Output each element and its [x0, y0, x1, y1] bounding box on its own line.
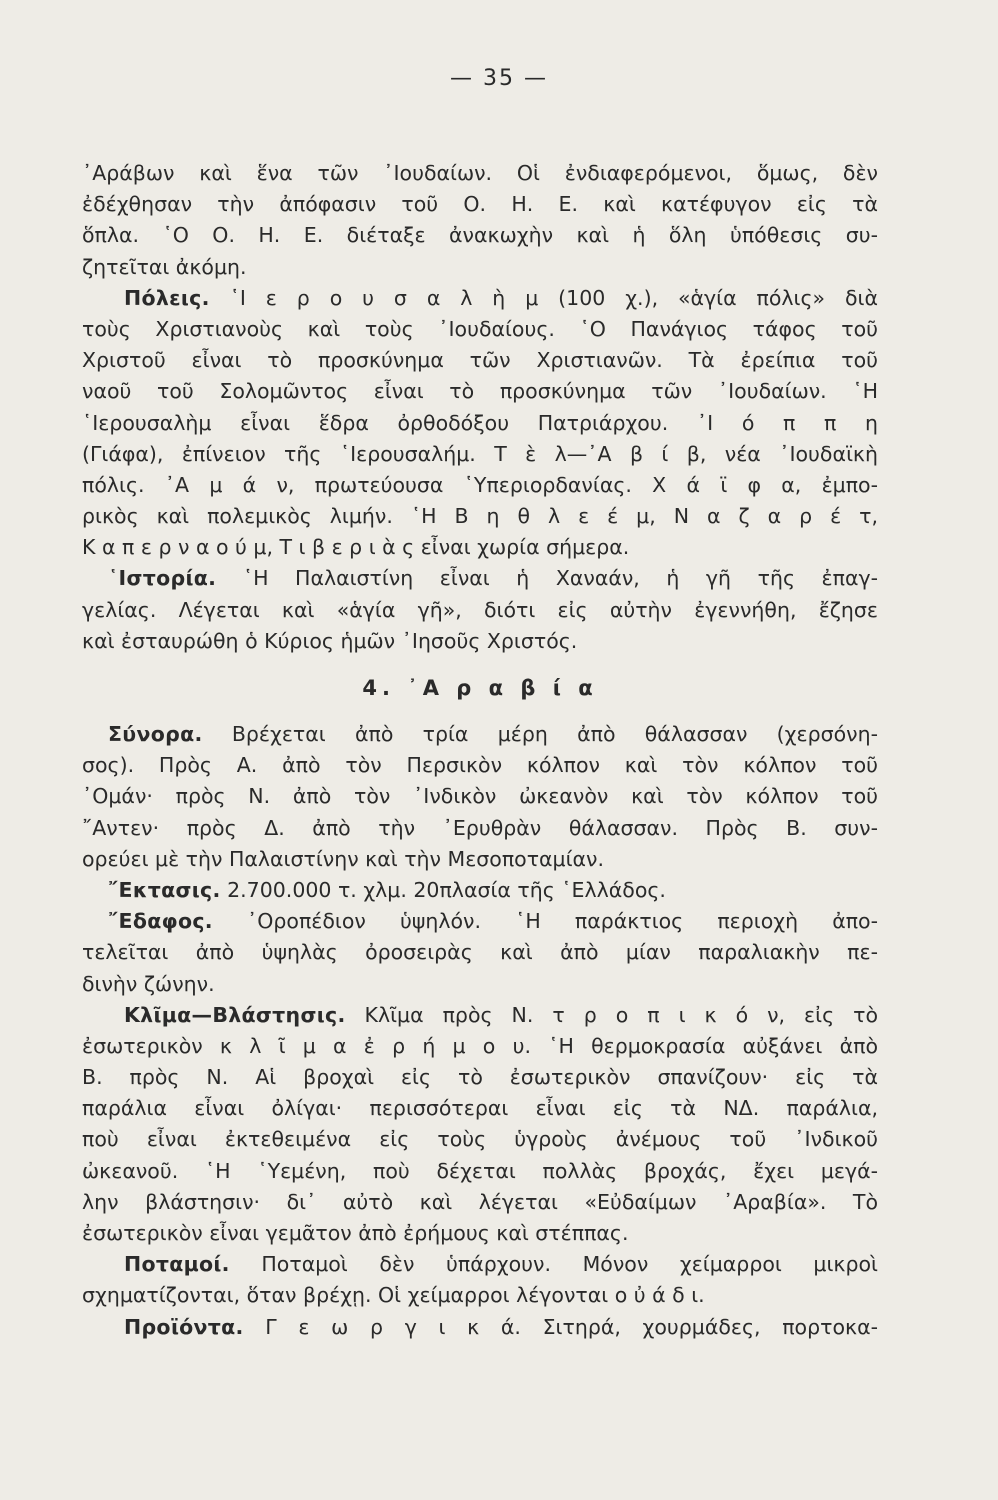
- section-title: 4. ᾿Α ρ α β ί α: [362, 676, 598, 700]
- text-line: ὠκεανοῦ. ῾Η ῾Υεμένη, ποὺ δέχεται πολλὰς βροχάς, ἔχει μεγά-: [82, 1158, 878, 1183]
- cities-heading: Πόλεις.: [124, 285, 210, 310]
- borders-first-line: [82, 719, 878, 750]
- area-line: [82, 875, 878, 906]
- text-line: ἐδέχθησαν τὴν ἀπόφασιν τοῦ Ο. Η. Ε. καὶ κατέφυγον εἰς τὰ: [82, 192, 878, 217]
- text-line: ζητεῖται ἀκόμη.: [82, 254, 247, 279]
- text-line: γελίας. Λέγεται καὶ «ἁγία γῆ», διότι εἰς αὐτὴν ἐγεννήθη, ἔζησε: [82, 597, 878, 622]
- text-line: λην βλάστησιν· δι᾿ αὐτὸ καὶ λέγεται «Εὐδαίμων ᾿Αραβία». Τὸ: [82, 1189, 878, 1214]
- text-line: ναοῦ τοῦ Σολομῶντος εἶναι τὸ προσκύνημα τῶν ᾿Ιουδαίων. ῾Η: [82, 379, 878, 404]
- text-line: ὅπλα. ῾Ο Ο. Η. Ε. διέταξε ἀνακωχὴν καὶ ἡ ὅλη ὑπόθεσις συ-: [82, 223, 878, 248]
- text-line: πόλις. ᾿Α μ ά ν, πρωτεύουσα ῾Υπεριορδανίας. Χ ά ϊ φ α, ἐμπο-: [82, 472, 878, 497]
- soil-heading: ῎Εδαφος.: [108, 909, 213, 934]
- text-line: ῎Αντεν· πρὸς Δ. ἀπὸ τὴν ᾿Ερυθρὰν θάλασσαν. Πρὸς Β. συν-: [82, 815, 878, 840]
- text-line: τελεῖται ἀπὸ ὑψηλὰς ὀροσειρὰς καὶ ἀπὸ μίαν παραλιακὴν πε-: [82, 940, 878, 965]
- text-line: Χριστοῦ εἶναι τὸ προσκύνημα τῶν Χριστιανῶν. Τὰ ἐρείπια τοῦ: [82, 348, 878, 373]
- page-number: — 35 —: [450, 66, 548, 91]
- text-line: Β. πρὸς Ν. Αἱ βροχαὶ εἰς τὸ ἐσωτερικὸν σπανίζουν· εἰς τὰ: [82, 1065, 878, 1090]
- text-line: ρικὸς καὶ πολεμικὸς λιμήν. ῾Η Β η θ λ ε έ μ, Ν α ζ α ρ έ τ,: [82, 504, 878, 529]
- text-span: Κλῖμα πρὸς Ν. τ ρ ο π ι κ ό ν, εἰς τὸ: [364, 1002, 878, 1027]
- text-line: ᾿Ομάν· πρὸς Ν. ἀπὸ τὸν ᾿Ινδικὸν ὠκεανὸν καὶ τὸν κόλπον τοῦ: [82, 784, 878, 809]
- text-line: σος). Πρὸς Α. ἀπὸ τὸν Περσικὸν κόλπον καὶ τὸν κόλπον τοῦ: [82, 753, 878, 778]
- text-line: ποὺ εἶναι ἐκτεθειμένα εἰς τοὺς ὑγροὺς ἀνέμους τοῦ ᾿Ινδικοῦ: [82, 1127, 878, 1152]
- text-line: τοὺς Χριστιανοὺς καὶ τοὺς ᾿Ιουδαίους. ῾Ο Πανάγιος τάφος τοῦ: [82, 316, 878, 341]
- text-line: παράλια εἶναι ὀλίγαι· περισσότεραι εἶναι εἰς τὰ ΝΔ. παράλια,: [82, 1096, 878, 1121]
- text-line: (Γιάφα), ἐπίνειον τῆς ῾Ιερουσαλήμ. Τ ὲ λ—᾿Α β ί β, νέα ᾿Ιουδαϊκὴ: [82, 441, 878, 466]
- soil-first-line: [82, 906, 878, 937]
- rivers-heading: Ποταμοί.: [124, 1252, 230, 1277]
- text-span: ᾿Οροπέδιον ὑψηλόν. ῾Η παράκτιος περιοχὴ ἀπο-: [247, 909, 878, 934]
- products-heading: Προϊόντα.: [124, 1314, 244, 1339]
- text-line: ἐσωτερικὸν εἶναι γεμᾶτον ἀπὸ ἐρήμους καὶ στέππας.: [82, 1221, 629, 1245]
- products-first-line: [82, 1312, 878, 1343]
- history-heading: ῾Ιστορία.: [108, 566, 217, 591]
- climate-heading: Κλῖμα—Βλάστησις.: [124, 1002, 346, 1027]
- text-span: ῾Ι ε ρ ο υ σ α λ ὴ μ: [229, 285, 539, 310]
- text-line: ἐσωτερικὸν κ λ ῖ μ α ἐ ρ ή μ ο υ. ῾Η θερμοκρασία αὐξάνει ἀπὸ: [82, 1033, 878, 1058]
- text-span: 2.700.000 τ. χλμ. 20πλασία τῆς ῾Ελλάδος.: [227, 877, 666, 902]
- text-line: ορεύει μὲ τὴν Παλαιστίνην καὶ τὴν Μεσοποταμίαν.: [82, 846, 605, 871]
- text-span: (100 χ.), «ἁγία πόλις» διὰ: [558, 285, 878, 310]
- borders-heading: Σύνορα.: [108, 722, 203, 746]
- text-span: Βρέχεται ἀπὸ τρία μέρη ἀπὸ θάλασσαν (χερσόνη-: [231, 722, 878, 746]
- rivers-first-line: [82, 1249, 878, 1280]
- text-line: ᾿Αράβων καὶ ἕνα τῶν ᾿Ιουδαίων. Οἱ ἐνδιαφερόμενοι, ὅμως, δὲν: [82, 161, 878, 185]
- body-text: [82, 158, 878, 1343]
- climate-first-line: [82, 1000, 878, 1031]
- text-line: ῾Ιερουσαλὴμ εἶναι ἕδρα ὀρθοδόξου Πατριάρχου. ᾿Ι ό π π η: [82, 410, 878, 435]
- text-line: Κ α π ε ρ ν α ο ύ μ, Τ ι β ε ρ ι ὰ ς εἶναι χωρία σήμερα.: [82, 535, 630, 560]
- text-line: δινὴν ζώνην.: [82, 971, 215, 996]
- text-line: σχηματίζονται, ὅταν βρέχῃ. Οἱ χείμαρροι λέγονται ο ὐ ά δ ι.: [82, 1283, 705, 1308]
- history-first-line: [82, 563, 878, 594]
- text-span: Γ ε ω ρ γ ι κ ά. Σιτηρά, χουρμάδες, πορτοκα-: [265, 1314, 878, 1339]
- area-heading: ῎Εκτασις.: [108, 877, 221, 902]
- text-span: Ποταμοὶ δὲν ὑπάρχουν. Μόνον χείμαρροι μικροὶ: [261, 1252, 878, 1277]
- text-span: ῾Η Παλαιστίνη εἶναι ἡ Χαναάν, ἡ γῆ τῆς ἐπαγ-: [242, 566, 878, 591]
- text-line: καὶ ἐσταυρώθη ὁ Κύριος ἡμῶν ᾿Ιησοῦς Χριστός.: [82, 628, 578, 653]
- cities-first-line: [82, 283, 878, 314]
